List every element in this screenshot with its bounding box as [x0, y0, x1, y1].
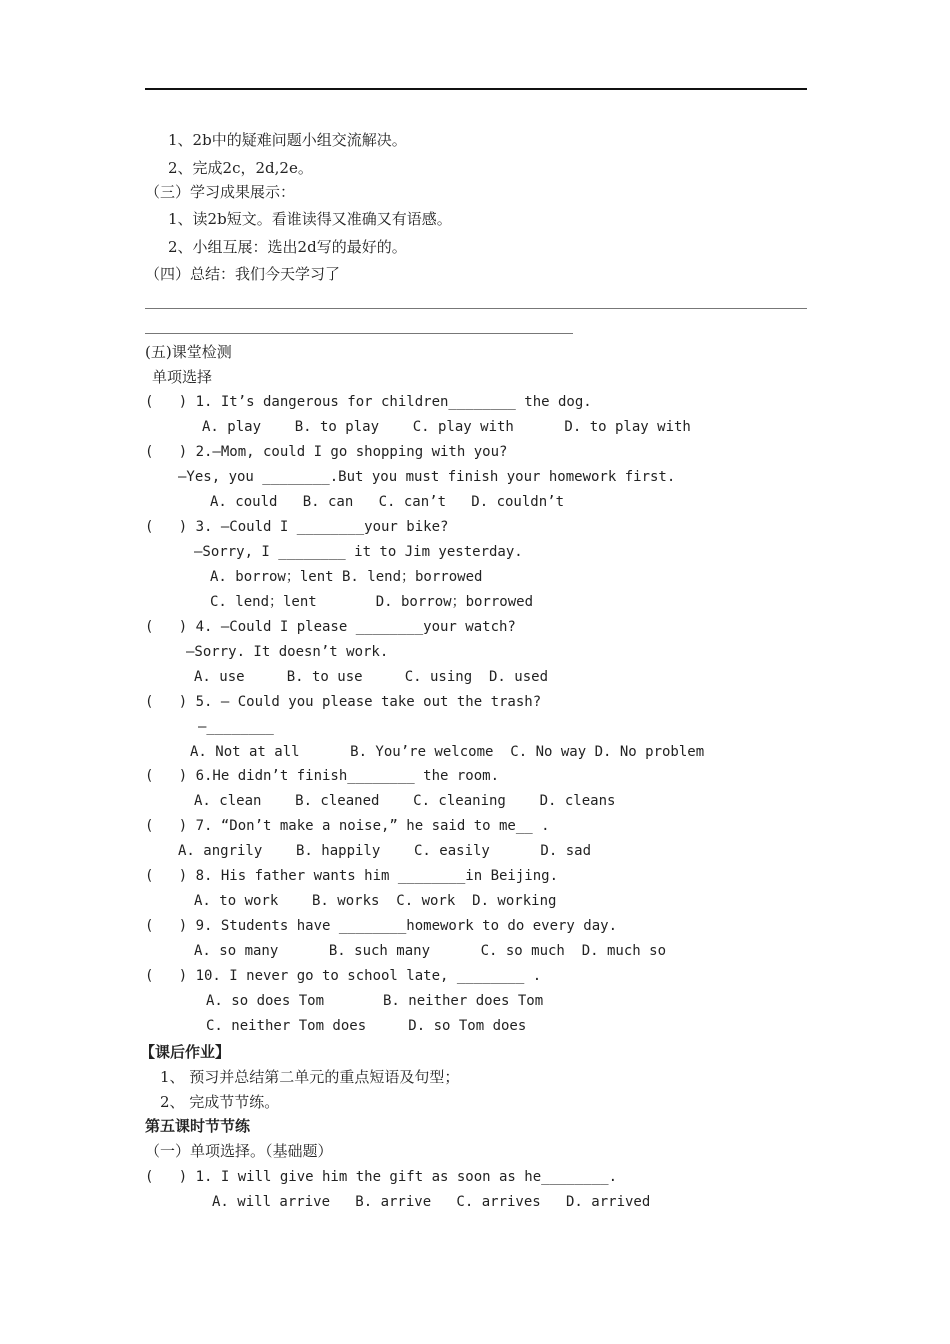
q5-line2: —________ [198, 719, 274, 735]
q2-line2: —Yes, you ________.But you must finish your homework first. [178, 469, 676, 485]
check-title: (五)课堂检测 [145, 343, 232, 361]
q6: ( ) 6.He didn’t finish________ the room. [145, 768, 500, 784]
step-2: 2、完成2c，2d,2e。 [168, 159, 313, 177]
q1-options: A. play B. to play C. play with D. to play with [202, 419, 691, 435]
q5: ( ) 5. — Could you please take out the trash? [145, 694, 542, 710]
q2: ( ) 2.—Mom, could I go shopping with you? [145, 444, 508, 460]
q4-line2: —Sorry. It doesn’t work. [186, 644, 389, 660]
basic-heading: （一）单项选择。（基础题） [145, 1142, 333, 1160]
homework-title: 【课后作业】 [140, 1043, 231, 1061]
q3-line2: —Sorry, I ________ it to Jim yesterday. [194, 544, 523, 560]
step-3-2: 2、小组互展：选出2d写的最好的。 [168, 238, 407, 256]
section-3-title: （三）学习成果展示： [145, 183, 296, 201]
q9-options: A. so many B. such many C. so much D. much so [194, 943, 667, 959]
q8: ( ) 8. His father wants him ________in Beijing. [145, 868, 559, 884]
q4: ( ) 4. —Could I please ________your watch? [145, 619, 516, 635]
q3: ( ) 3. —Could I ________your bike? [145, 519, 449, 535]
q10-options-2: C. neither Tom does D. so Tom does [206, 1018, 527, 1034]
q2-options: A. could B. can C. can’t D. couldn’t [210, 494, 565, 510]
q9: ( ) 9. Students have ________homework to do every day. [145, 918, 618, 934]
lesson5-title: 第五课时节节练 [145, 1117, 251, 1135]
q8-options: A. to work B. works C. work D. working [194, 893, 557, 909]
q3-options-1: A. borrow；lent B. lend；borrowed [210, 569, 483, 585]
answer-line-2 [145, 333, 573, 334]
top-rule [145, 88, 807, 90]
summary-prompt: （四）总结：我们今天学习了 [145, 265, 341, 283]
lesson5-q1: ( ) 1. I will give him the gift as soon as he________. [145, 1169, 618, 1185]
lesson5-q1-options: A. will arrive B. arrive C. arrives D. arrived [212, 1194, 651, 1210]
q10-options-1: A. so does Tom B. neither does Tom [206, 993, 544, 1009]
q4-options: A. use B. to use C. using D. used [194, 669, 549, 685]
q5-options: A. Not at all B. You’re welcome C. No way D. No problem [190, 744, 705, 760]
q6-options: A. clean B. cleaned C. cleaning D. cleans [194, 793, 616, 809]
step-3-1: 1、读2b短文。看谁读得又准确又有语感。 [168, 210, 452, 228]
q3-options-2: C. lend；lent D. borrow；borrowed [210, 594, 534, 610]
homework-2: 2、 完成节节练。 [160, 1093, 280, 1111]
q10: ( ) 10. I never go to school late, ________ . [145, 968, 542, 984]
q1: ( ) 1. It’s dangerous for children________ the dog. [145, 394, 592, 410]
answer-line-1 [145, 308, 807, 309]
q7: ( ) 7. “Don’t make a noise,” he said to me__ . [145, 818, 550, 834]
homework-1: 1、 预习并总结第二单元的重点短语及句型； [160, 1068, 460, 1086]
step-1: 1、2b中的疑难问题小组交流解决。 [168, 131, 407, 149]
q7-options: A. angrily B. happily C. easily D. sad [178, 843, 592, 859]
choice-heading: 单项选择 [152, 368, 213, 386]
